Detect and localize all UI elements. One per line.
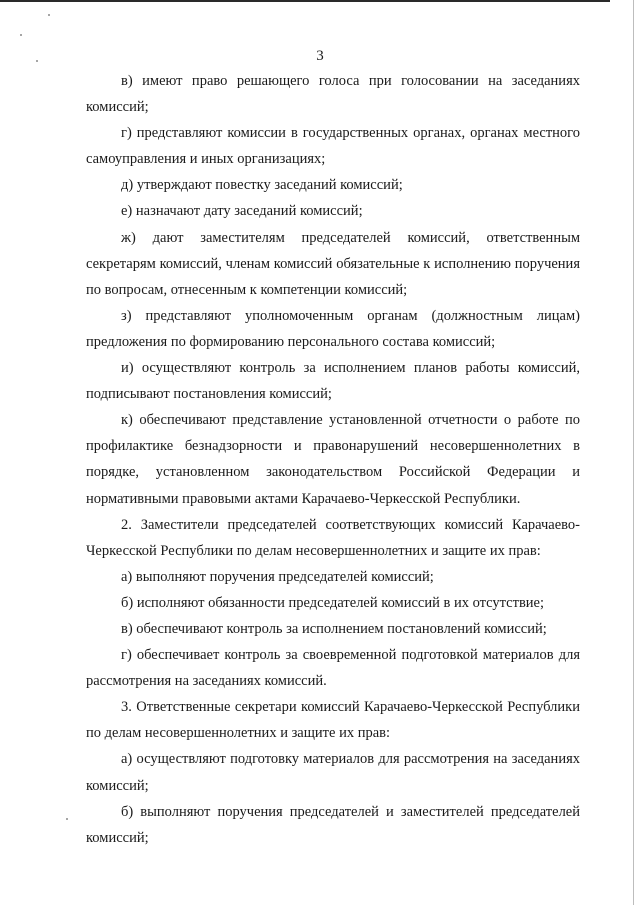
paragraph-6: з) представляют уполномоченным органам (должностным лицам) предложения по формированию персонального состава комиссий; bbox=[86, 307, 580, 350]
scan-speck bbox=[66, 818, 68, 820]
paragraph-8: к) обеспечивают представление установленной отчетности о работе по профилактике безнадзорности и правонарушений несовершеннолетних в порядке, установленном законодательством Российской Федерации и нормативными правовыми актами Карачаево-Черкесской Республики. bbox=[86, 412, 580, 507]
scan-speck bbox=[48, 14, 50, 16]
paragraph-7: и) осуществляют контроль за исполнением планов работы комиссий, подписывают постановления комиссий; bbox=[86, 360, 580, 403]
paragraph-4: е) назначают дату заседаний комиссий; bbox=[121, 203, 363, 220]
paragraph-12: в) обеспечивают контроль за исполнением постановлений комиссий; bbox=[121, 620, 547, 637]
paragraph-2: г) представляют комиссии в государственных органах, органах местного самоуправления и иных организациях; bbox=[86, 125, 580, 168]
scan-speck bbox=[20, 34, 22, 36]
paragraph-3: д) утверждают повестку заседаний комиссий; bbox=[121, 177, 403, 194]
page-number: 3 bbox=[316, 48, 324, 64]
paragraph-5: ж) дают заместителям председателей комиссий, ответственным секретарям комиссий, членам комиссий обязательные к исполнению поручения по вопросам, отнесенным к компетенции комиссий; bbox=[86, 229, 580, 298]
paragraph-14: 3. Ответственные секретари комиссий Карачаево-Черкесской Республики по делам несовершеннолетних и защите их прав: bbox=[86, 699, 580, 742]
paragraph-11: б) исполняют обязанности председателей комиссий в их отсутствие; bbox=[121, 594, 545, 611]
paragraph-13: г) обеспечивает контроль за своевременной подготовкой материалов для рассмотрения на заседаниях комиссий. bbox=[86, 647, 580, 690]
paragraph-10: а) выполняют поручения председателей комиссий; bbox=[121, 568, 434, 585]
paragraph-16: б) выполняют поручения председателей и заместителей председателей комиссий; bbox=[86, 803, 580, 846]
paragraph-9: 2. Заместители председателей соответствующих комиссий Карачаево-Черкесской Республики по делам несовершеннолетних и защите их прав: bbox=[86, 516, 580, 559]
page-top-edge bbox=[0, 0, 610, 2]
document-body bbox=[86, 68, 580, 851]
page-right-edge bbox=[633, 0, 634, 905]
paragraph-1: в) имеют право решающего голоса при голосовании на заседаниях комиссий; bbox=[86, 73, 580, 116]
paragraph-15: а) осуществляют подготовку материалов для рассмотрения на заседаниях комиссий; bbox=[86, 751, 580, 794]
